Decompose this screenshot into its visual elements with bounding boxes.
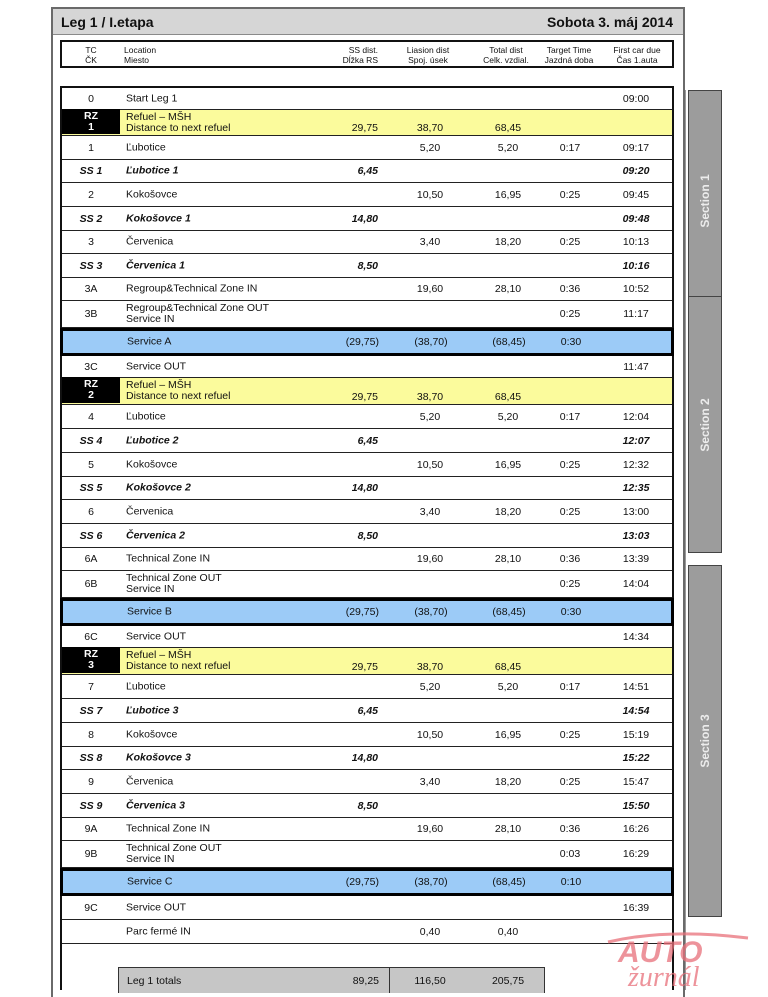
total-distance: 18,20 [494,505,522,518]
ss-number: SS 3 [79,259,103,272]
location: Kokošovce [126,458,178,470]
time-control-row [62,136,672,160]
totals-total-distance: 205,75 [491,975,525,987]
total-distance: 28,10 [494,283,522,295]
ss-distance: 6,45 [357,165,378,177]
liaison-distance: 5,20 [419,680,441,693]
location: Kokošovce [126,188,178,200]
refuel-row [62,110,672,136]
location: Ľubotice 1 [126,164,179,177]
first-car-due: 12:35 [622,482,650,494]
target-time: 0:36 [559,553,581,565]
liaison-distance: 3,40 [419,775,441,788]
ss-number: SS 7 [79,704,103,717]
target-time: 0:10 [560,876,582,888]
ss-distance: 29,75 [351,122,378,134]
location: Ľubotice 2 [126,434,179,446]
totals-ss-distance: 89,25 [352,975,379,987]
time-control-row [62,818,672,841]
liaison-distance: 10,50 [416,728,444,741]
first-car-due: 10:52 [622,283,650,295]
location [126,843,222,865]
col-total-dist: Total dist Celk. vzdial. [483,45,529,65]
target-time: 0:25 [559,578,581,590]
col-tc: TC ČK [85,45,97,65]
total-distance: 28,10 [494,823,522,835]
watermark-text-zurnal: žurnál [628,962,700,990]
location: Červenica [126,775,174,787]
column-header [60,40,674,68]
total-distance: (68,45) [492,336,526,348]
liaison-distance: 38,70 [416,661,444,673]
ss-distance: (29,75) [345,606,379,618]
col-liaison-dist: Liasion dist Spoj. úsek [406,45,450,65]
ss-number: SS 5 [79,482,103,494]
first-car-due: 14:54 [622,704,650,717]
target-time: 0:25 [559,308,581,320]
total-distance: 5,20 [497,680,519,693]
location: Kokošovce 1 [126,212,191,224]
ss-distance: 29,75 [351,661,378,673]
section-1-label: Section 1 [698,174,712,228]
special-stage-row [62,477,672,500]
first-car-due: 12:07 [622,434,650,447]
special-stage-row [62,794,672,818]
target-time: 0:25 [559,728,581,741]
first-car-due: 11:17 [623,308,649,320]
ss-distance: 8,50 [357,799,378,812]
time-control-row [62,896,672,920]
location: Start Leg 1 [126,92,178,104]
refuel-zone-number: 1 [88,121,94,133]
ss-distance: 6,45 [357,704,378,717]
target-time: 0:30 [560,336,582,348]
section-2-bar [688,296,722,553]
liaison-distance: 38,70 [416,391,444,403]
location: Regroup&Technical Zone IN [126,282,258,295]
special-stage-row [62,699,672,723]
refuel-distance-label: Distance to next refuel [126,122,231,134]
first-car-due: 15:47 [622,775,650,788]
first-car-due: 14:34 [622,630,650,643]
tc-number: 9C [84,901,98,914]
ss-number: SS 4 [79,434,103,447]
section-3-label: Section 3 [698,714,712,768]
refuel-zone-id [62,109,120,134]
location: Červenica [126,505,174,517]
tc-number: 3 [88,236,94,248]
liaison-distance: 10,50 [416,188,444,201]
tc-number: 9 [88,775,94,788]
tc-number: 6A [84,553,98,565]
total-distance: 0,40 [497,925,519,938]
ss-distance: 14,80 [351,752,378,764]
first-car-due: 15:22 [622,752,650,764]
location: Červenica 2 [126,529,185,541]
liaison-distance: 19,60 [416,553,444,565]
refuel-distance-label: Distance to next refuel [126,660,231,672]
target-time: 0:36 [559,823,581,835]
tc-number: 7 [88,680,94,693]
total-distance: 16,95 [494,188,522,201]
tc-number: 2 [88,188,94,201]
first-car-due: 10:16 [622,259,650,272]
refuel-title: Refuel – MŠH [126,649,192,661]
target-time: 0:17 [559,680,581,693]
target-time: 0:17 [559,141,581,154]
refuel-zone-label: RZ [84,378,98,390]
leg-totals-row [118,967,390,993]
first-car-due: 16:39 [622,901,650,914]
total-distance: 18,20 [494,775,522,788]
tc-number: 1 [88,141,94,154]
ss-distance: 6,45 [357,434,378,447]
location: Service OUT [126,360,187,372]
first-car-due: 12:04 [622,410,650,423]
liaison-distance: 5,20 [419,141,441,154]
refuel-zone-number: 3 [88,659,94,671]
location: Service OUT [126,630,187,642]
liaison-distance: 5,20 [419,410,441,423]
ss-distance: 14,80 [351,482,378,494]
time-control-row [62,548,672,571]
time-control-row [62,770,672,794]
tc-number: 5 [88,458,94,471]
refuel-title: Refuel – MŠH [126,379,192,391]
totals-liaison-distance: 116,50 [414,975,446,987]
totals-distance-cells [389,967,545,993]
location: Ľubotice [126,141,166,153]
location-line-1: Technical Zone OUT [126,842,222,854]
special-stage-row [62,207,672,231]
target-time: 0:25 [559,458,581,471]
refuel-zone-number: 2 [88,389,94,401]
location-line-2: Service IN [126,313,175,325]
time-control-row [62,231,672,254]
location: Technical Zone IN [126,552,211,565]
liaison-distance: 19,60 [416,283,444,295]
col-first-car-due: First car due Čas 1.auta [613,45,661,65]
total-distance: 5,20 [497,410,519,423]
target-time: 0:03 [559,848,581,860]
location: Červenica 3 [126,799,185,811]
first-car-due: 09:00 [622,92,650,105]
location [126,303,269,325]
total-distance: 16,95 [494,458,522,471]
first-car-due: 12:32 [622,458,650,471]
ss-number: SS 8 [79,752,103,764]
leg-title: Leg 1 / I.etapa [61,14,154,30]
col-target-time: Target Time Jazdná doba [544,45,594,65]
tc-number: 4 [88,410,94,423]
tc-number: 6 [88,505,94,518]
time-control-row [62,500,672,524]
target-time: 0:25 [559,188,581,201]
tc-number: 9B [84,848,98,860]
location-line-2: Service IN [126,853,175,865]
location: Ľubotice 3 [126,704,179,716]
first-car-due: 09:20 [622,165,650,177]
time-control-row [62,405,672,429]
time-control-row [62,278,672,301]
refuel-location [126,650,230,672]
special-stage-row [62,429,672,453]
liaison-distance: (38,70) [414,336,448,348]
divider [685,90,686,990]
ss-distance: 8,50 [357,529,378,542]
total-distance: 5,20 [497,141,519,154]
liaison-distance: 3,40 [419,505,441,518]
col-ss-dist: SS dist. Dĺžka RS [342,45,378,65]
total-distance: 28,10 [494,553,522,565]
tc-number: 3C [84,360,98,373]
first-car-due: 14:51 [622,680,650,693]
first-car-due: 14:04 [622,578,650,590]
ss-number: SS 2 [79,212,103,225]
liaison-distance: 19,60 [416,823,444,835]
refuel-zone-id [62,647,120,673]
time-control-row [62,183,672,207]
first-car-due: 10:13 [622,236,650,248]
tc-number: 6C [84,630,98,643]
location-line-1: Technical Zone OUT [126,572,222,584]
special-stage-row [62,160,672,183]
ss-number: SS 9 [79,799,103,812]
section-2-label: Section 2 [698,397,712,452]
refuel-zone-label: RZ [84,110,98,122]
refuel-location [126,380,230,402]
ss-number: SS 6 [79,529,103,542]
refuel-location [126,112,230,134]
target-time: 0:25 [559,505,581,518]
refuel-row [62,648,672,675]
refuel-zone-label: RZ [84,648,98,660]
time-control-row [62,675,672,699]
tc-number: 3B [84,308,98,320]
target-time: 0:25 [559,236,581,248]
tc-number: 8 [88,728,94,741]
ss-distance: 14,80 [351,212,378,225]
liaison-distance: (38,70) [414,606,448,618]
location: Kokošovce [126,728,178,740]
service-row [60,868,674,896]
location: Service OUT [126,901,187,913]
first-car-due: 09:45 [622,188,650,201]
first-car-due: 09:17 [622,141,650,154]
location: Technical Zone IN [126,822,211,835]
location: Ľubotice [126,410,166,422]
special-stage-row [62,254,672,278]
liaison-distance: 10,50 [416,458,444,471]
total-distance: 68,45 [494,661,522,673]
service-name: Service C [127,875,173,888]
totals-label: Leg 1 totals [127,975,182,987]
total-distance: 16,95 [494,728,522,741]
first-car-due: 15:19 [622,728,650,741]
service-name: Service A [127,335,172,348]
location: Červenica 1 [126,259,185,271]
first-car-due: 09:48 [622,212,650,225]
location-line-1: Regroup&Technical Zone OUT [126,302,269,314]
refuel-distance-label: Distance to next refuel [126,390,231,402]
tc-number: 3A [84,283,98,295]
total-distance: 68,45 [494,122,522,134]
special-stage-row [62,747,672,770]
total-distance: 68,45 [494,391,522,403]
liaison-distance: 3,40 [419,236,441,248]
location: Parc fermé IN [126,925,191,937]
target-time: 0:36 [559,283,581,295]
target-time: 0:30 [560,606,582,618]
tc-number: 6B [84,578,98,590]
ss-distance: 29,75 [351,391,378,403]
liaison-distance: 0,40 [419,925,441,938]
tc-number: 9A [84,823,98,835]
title-bar [53,9,683,35]
location: Kokošovce 3 [126,751,191,764]
target-time: 0:25 [559,775,581,788]
service-name: Service B [127,605,172,618]
time-control-row [62,356,672,378]
first-car-due: 13:00 [622,505,650,518]
ss-number: SS 1 [79,165,103,177]
itinerary-table [60,86,674,990]
time-control-row [62,841,672,868]
first-car-due: 16:29 [622,848,650,860]
liaison-distance: (38,70) [414,876,448,888]
location: Červenica [126,235,174,248]
location-line-2: Service IN [126,583,175,595]
time-control-row [62,453,672,477]
total-distance: (68,45) [492,606,526,618]
liaison-distance: 38,70 [416,122,444,134]
service-row [60,598,674,626]
target-time: 0:17 [559,410,581,423]
time-control-row [62,88,672,110]
section-1-bar [688,90,722,312]
time-control-row [62,626,672,648]
section-3-bar [688,565,722,917]
total-distance: 18,20 [494,236,522,248]
ss-distance: (29,75) [345,336,379,348]
first-car-due: 15:50 [622,799,650,812]
refuel-zone-id [62,377,120,403]
time-control-row [62,571,672,598]
time-control-row [62,301,672,328]
refuel-row [62,378,672,405]
first-car-due: 13:39 [622,553,650,565]
special-stage-row [62,524,672,548]
location: Ľubotice [126,680,166,692]
col-location: Location Miesto [124,45,157,65]
watermark-text-auto: AUTO [618,936,703,969]
ss-distance: 8,50 [357,259,378,272]
location [126,573,222,595]
refuel-title: Refuel – MŠH [126,111,192,123]
service-row [60,328,674,356]
ss-distance: (29,75) [345,876,379,888]
location: Kokošovce 2 [126,481,191,494]
total-distance: (68,45) [492,876,526,888]
first-car-due: 11:47 [623,360,649,373]
date-title: Sobota 3. máj 2014 [546,14,673,30]
first-car-due: 13:03 [622,529,650,542]
time-control-row [62,723,672,747]
first-car-due: 16:26 [622,823,650,835]
time-control-row [62,920,672,944]
tc-number: 0 [88,92,94,105]
